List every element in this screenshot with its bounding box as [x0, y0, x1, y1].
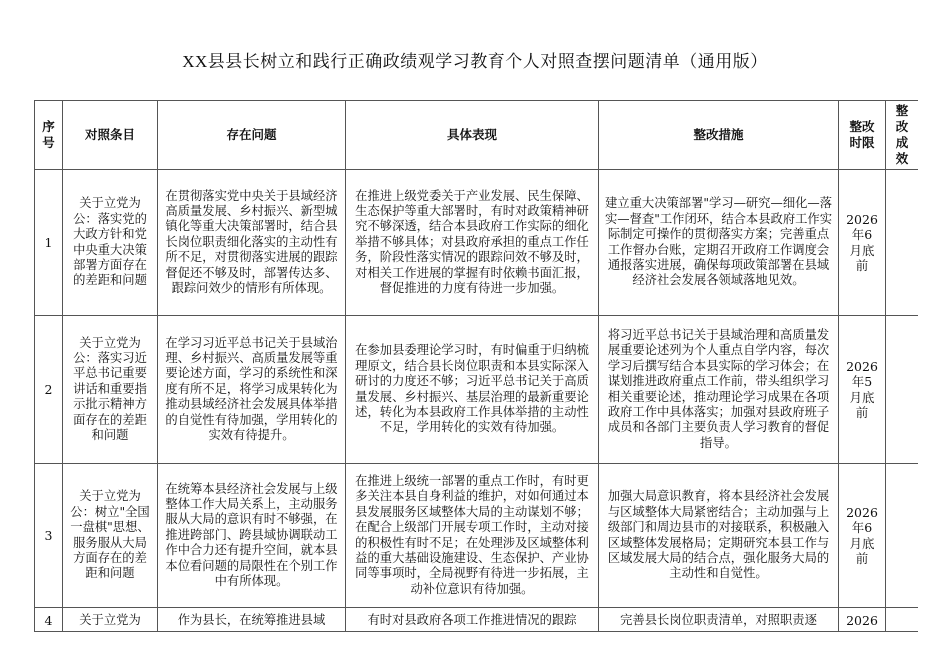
- row-deadline: 2026年6月底前: [839, 170, 886, 316]
- header-detail: 具体表现: [346, 101, 599, 170]
- header-result: 整改成效: [886, 101, 919, 170]
- row-deadline: 2026年6月底前: [839, 464, 886, 608]
- table-row: [35, 316, 919, 464]
- row-idx: 4: [35, 608, 63, 633]
- row-detail: 在推进上级党委关于产业发展、民生保障、生态保护等重大部署时，有时对政策精神研究不够深透，结合本县政府工作实际的细化举措不够具体；对县政府承担的重点工作任务，阶段性落实情况的跟踪问效不够及时，对相关工作进展的掌握有时依赖书面汇报，督促推进的力度有待进一步加强。: [346, 170, 599, 316]
- row-detail: 在参加县委理论学习时，有时偏重于归纳梳理原文，结合县长岗位职责和本县实际深入研讨的力度还不够；习近平总书记关于高质量发展、乡村振兴、基层治理的最新重要论述，转化为本县政府工作具体举措的主动性不足，学用转化的实效有待加强。: [346, 316, 599, 464]
- row-result: [886, 316, 919, 464]
- row-problem: 在贯彻落实党中央关于县域经济高质量发展、乡村振兴、新型城镇化等重大决策部署时，结合县长岗位职责细化落实的主动性有所不足，对贯彻落实进展的跟踪督促还不够及时，部署传达多、跟踪问效少的情形有所体现。: [158, 170, 346, 316]
- row-fix: 完善县长岗位职责清单，对照职责逐: [599, 608, 839, 633]
- row-idx: 2: [35, 316, 63, 464]
- row-problem: 在学习习近平总书记关于县域治理、乡村振兴、高质量发展等重要论述方面，学习的系统性和深度有所不足，将学习成果转化为推动县域经济社会发展具体举措的自觉性有待加强，学用转化的实效有待提升。: [158, 316, 346, 464]
- header-deadline: 整改时限: [839, 101, 886, 170]
- row-result: [886, 608, 919, 633]
- table-row: [35, 464, 919, 608]
- row-item: 关于立党为公：落实习近平总书记重要讲话和重要指示批示精神方面存在的差距和问题: [63, 316, 158, 464]
- row-fix: 建立重大决策部署"学习—研究—细化—落实—督查"工作闭环，结合本县政府工作实际制定可操作的贯彻落实方案；完善重点工作督办台账，定期召开政府工作调度会通报落实进展，确保每项政策部署在县域经济社会发展各领域落地见效。: [599, 170, 839, 316]
- table-header-row: [35, 101, 919, 170]
- row-idx: 3: [35, 464, 63, 608]
- row-item: 关于立党为: [63, 608, 158, 633]
- row-detail: 有时对县政府各项工作推进情况的跟踪: [346, 608, 599, 633]
- header-idx: 序号: [35, 101, 63, 170]
- row-detail: 在推进上级统一部署的重点工作时，有时更多关注本县自身利益的维护，对如何通过本县发展服务区域整体大局的主动谋划不够；在配合上级部门开展专项工作时，主动对接的积极性有时不足；在处理涉及区域整体利益的重大基础设施建设、生态保护、产业协同等事项时，全局视野有待进一步拓展，主动补位意识有待加强。: [346, 464, 599, 608]
- row-idx: 1: [35, 170, 63, 316]
- problem-list-table: [34, 100, 918, 632]
- problem-list-table-wrapper: [34, 100, 918, 632]
- row-problem: 作为县长，在统筹推进县域: [158, 608, 346, 633]
- row-result: [886, 170, 919, 316]
- header-fix: 整改措施: [599, 101, 839, 170]
- row-item: 关于立党为公：树立"全国一盘棋"思想、服务服从大局方面存在的差距和问题: [63, 464, 158, 608]
- row-deadline: 2026: [839, 608, 886, 633]
- row-item: 关于立党为公：落实党的大政方针和党中央重大决策部署方面存在的差距和问题: [63, 170, 158, 316]
- row-fix: 将习近平总书记关于县域治理和高质量发展重要论述列为个人重点自学内容，每次学习后撰写结合本县实际的学习体会；在谋划推进政府重点工作前，带头组织学习相关重要论述，推动理论学习成果在各项政府工作中具体落实；加强对县政府班子成员和各部门主要负责人学习教育的督促指导。: [599, 316, 839, 464]
- row-result: [886, 464, 919, 608]
- row-fix: 加强大局意识教育，将本县经济社会发展与区域整体大局紧密结合；主动加强与上级部门和周边县市的对接联系，积极融入区域整体发展格局；定期研究本县工作与区域发展大局的结合点，强化服务大局的主动性和自觉性。: [599, 464, 839, 608]
- header-problem: 存在问题: [158, 101, 346, 170]
- table-row: [35, 170, 919, 316]
- header-item: 对照条目: [63, 101, 158, 170]
- table-row: [35, 608, 919, 633]
- document-title: XX县县长树立和践行正确政绩观学习教育个人对照查摆问题清单（通用版）: [182, 52, 768, 71]
- row-problem: 在统筹本县经济社会发展与上级整体工作大局关系上，主动服务服从大局的意识有时不够强，在推进跨部门、跨县域协调联动工作中合力还有提升空间，就本县本位看问题的局限性在个别工作中有所体现。: [158, 464, 346, 608]
- row-deadline: 2026年5月底前: [839, 316, 886, 464]
